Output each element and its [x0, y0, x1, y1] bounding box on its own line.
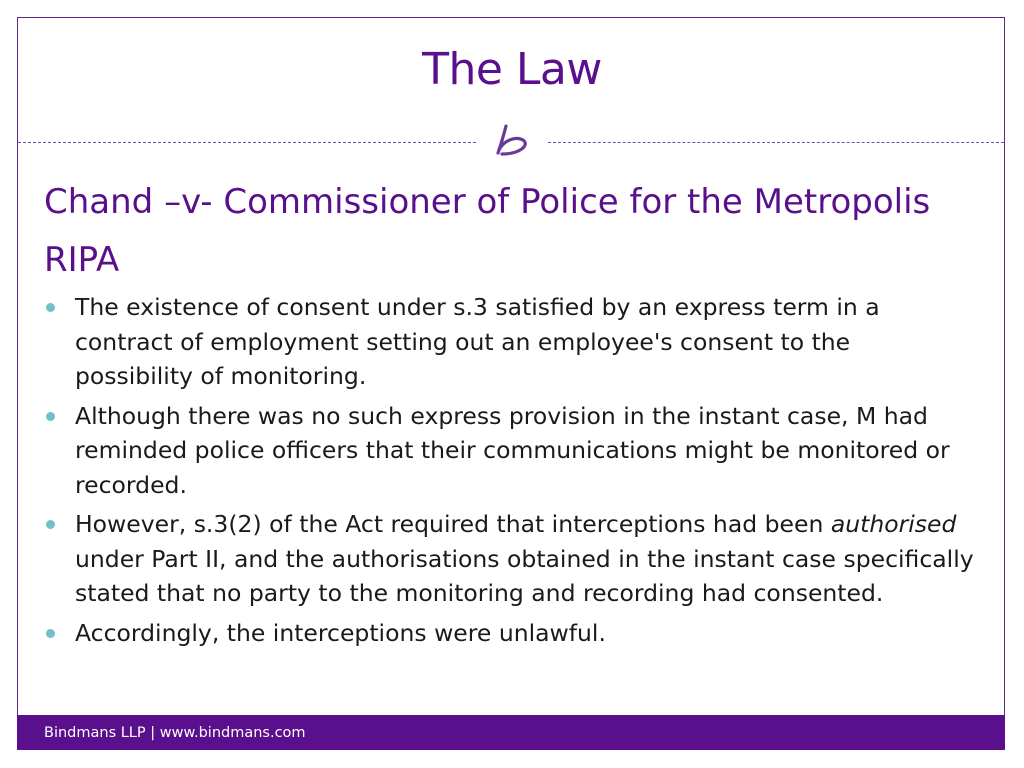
slide-title: The Law — [422, 44, 602, 95]
bullet-text: The existence of consent under s.3 satisfied by an express term in a contract of employment setting out an employee's consent to the possibility of monitoring. — [75, 293, 880, 390]
bullet-text-before: However, s.3(2) of the Act required that interceptions had been — [75, 510, 831, 538]
footer-text: Bindmans LLP | www.bindmans.com — [44, 725, 306, 741]
bullet-text: Accordingly, the interceptions were unlawful. — [75, 618, 606, 647]
bindmans-b-logo-icon — [490, 122, 536, 162]
bullet-text: Although there was no such express provision in the instant case, M had reminded police officers that their communications might be monitored or recorded. — [75, 401, 950, 499]
list-item — [44, 616, 974, 651]
bullet-dot-icon — [46, 520, 55, 529]
list-item — [44, 507, 974, 611]
list-item — [44, 290, 974, 394]
bullet-emphasis: authorised — [830, 510, 957, 538]
ripa-heading: RIPA — [44, 240, 120, 280]
bullet-dot-icon — [46, 629, 55, 638]
bullet-text-after: under Part II, and the authorisations obtained in the instant case specifically stated that no party to the monitoring and recording had consented. — [75, 544, 974, 607]
divider-left — [18, 142, 476, 143]
bullet-list — [44, 290, 974, 655]
list-item — [44, 399, 974, 503]
bullet-dot-icon — [46, 303, 55, 312]
bullet-dot-icon — [46, 412, 55, 421]
divider-right — [548, 142, 1004, 143]
case-heading: Chand –v- Commissioner of Police for the Metropolis — [44, 182, 931, 222]
